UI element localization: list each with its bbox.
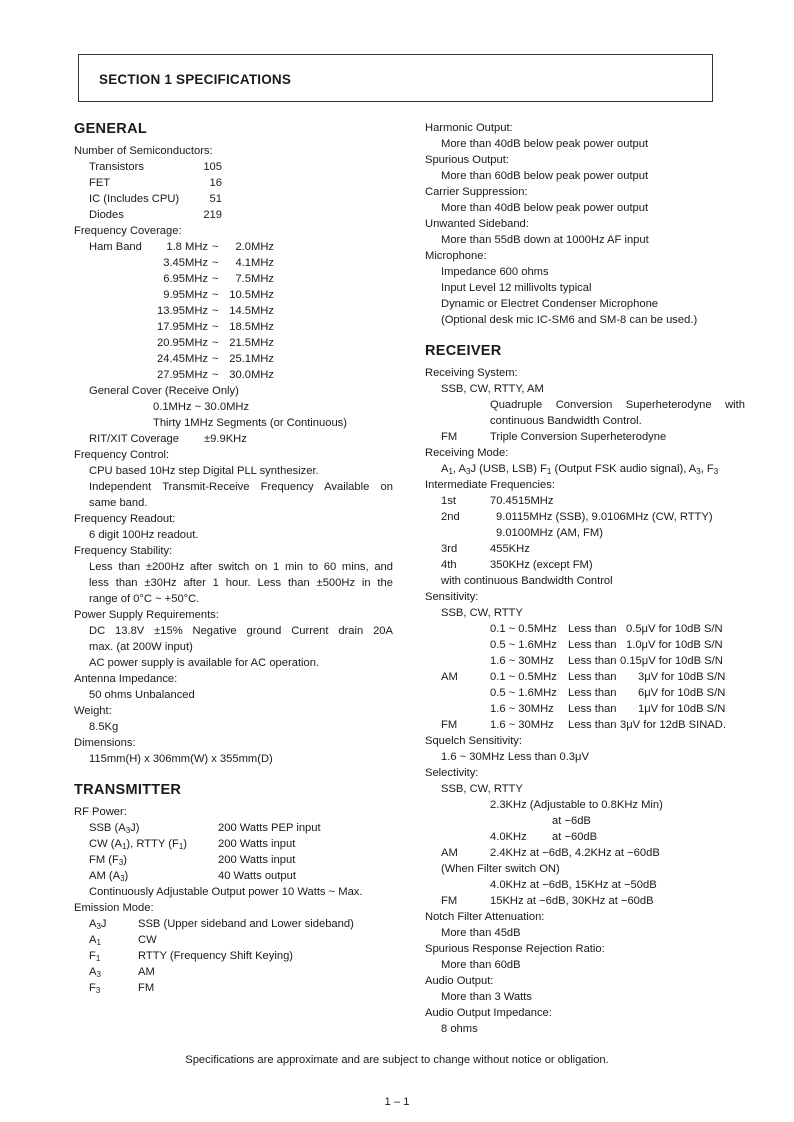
spur-rej-value: More than 60dB xyxy=(441,959,521,971)
mic-label: Microphone: xyxy=(425,250,487,262)
emission-desc: CW xyxy=(138,934,157,946)
sel-am-value: 2.4KHz at −6dB, 4.2KHz at −60dB xyxy=(490,847,660,859)
sens-less: Less than xyxy=(568,623,617,635)
readout-label: Frequency Readout: xyxy=(74,513,176,525)
semi-name-diodes: Diodes xyxy=(89,209,124,221)
ham-band-low: 17.95MHz xyxy=(157,321,208,333)
unwanted-value: More than 55dB down at 1000Hz AF input xyxy=(441,234,649,246)
sens-less: Less than xyxy=(568,671,617,683)
ham-band-tilde: ~ xyxy=(212,257,219,269)
ham-band-high: 25.1MHz xyxy=(229,353,274,365)
ham-band-low: 3.45MHz xyxy=(163,257,208,269)
emission-label: Emission Mode: xyxy=(74,902,154,914)
ham-band-low: 6.95MHz xyxy=(163,273,208,285)
sens-group-am: AM xyxy=(441,671,458,683)
rit-label: RIT/XIT Coverage xyxy=(89,433,179,445)
spur-rej-label: Spurious Response Rejection Ratio: xyxy=(425,943,605,955)
ham-band-low: 24.45MHz xyxy=(157,353,208,365)
emission-code: $F_1$ xyxy=(89,950,101,963)
sel-am-note: (When Filter switch ON) xyxy=(441,863,560,875)
section-title-box xyxy=(78,54,713,102)
rf-power-value: 200 Watts input xyxy=(218,854,296,866)
semi-count-transistors: 105 xyxy=(203,161,222,173)
sens-less: Less than xyxy=(568,687,617,699)
ham-band-tilde: ~ xyxy=(212,241,219,253)
freq-control-2a: Independent Transmit-Receive Frequency Available on xyxy=(89,481,393,493)
semi-name-fet: FET xyxy=(89,177,111,189)
power-1: DC 13.8V ±15% Negative ground Current drain 20A xyxy=(89,625,393,637)
ham-band-high: 14.5MHz xyxy=(229,305,274,317)
if-value: 70.4515MHz xyxy=(490,495,554,507)
emission-code: $F_3$ xyxy=(89,982,101,995)
sel-am-value2: 4.0KHz at −6dB, 15KHz at −50dB xyxy=(490,879,657,891)
sens-range: 0.1 ~ 0.5MHz xyxy=(490,623,557,635)
if-stage: 4th xyxy=(441,559,457,571)
rx-system-fm: FM xyxy=(441,431,458,443)
sens-group-fm: FM xyxy=(441,719,458,731)
if-label: Intermediate Frequencies: xyxy=(425,479,555,491)
sens-range: 0.1 ~ 0.5MHz xyxy=(490,671,557,683)
if-stage: 1st xyxy=(441,495,456,507)
sens-value: 0.15μV for 10dB S/N xyxy=(620,655,723,667)
general-cover-segments: Thirty 1MHz Segments (or Continuous) xyxy=(153,417,347,429)
sel-ssb-3a: 4.0KHz xyxy=(490,831,527,843)
audio-label: Audio Output: xyxy=(425,975,494,987)
rf-power-value: 200 Watts input xyxy=(218,838,296,850)
spurious-label: Spurious Output: xyxy=(425,154,509,166)
squelch-label: Squelch Sensitivity: xyxy=(425,735,523,747)
rx-system-desc-2: continuous Bandwidth Control. xyxy=(490,415,642,427)
stability-3: range of 0°C ~ +50°C. xyxy=(89,593,200,605)
freq-control-label: Frequency Control: xyxy=(74,449,170,461)
sens-less: Less than xyxy=(568,703,617,715)
emission-desc: FM xyxy=(138,982,155,994)
ham-band-high: 18.5MHz xyxy=(229,321,274,333)
section-title: SECTION 1 SPECIFICATIONS xyxy=(99,72,292,87)
sens-less: Less than xyxy=(568,719,617,731)
semi-name-ic: IC (Includes CPU) xyxy=(89,193,180,205)
if-value: 350KHz (except FM) xyxy=(490,559,593,571)
sel-ssb-3b: at −60dB xyxy=(552,831,598,843)
ham-band-tilde: ~ xyxy=(212,305,219,317)
rf-power-value: 200 Watts PEP input xyxy=(218,822,321,834)
freq-coverage-label: Frequency Coverage: xyxy=(74,225,182,237)
selectivity-label: Selectivity: xyxy=(425,767,479,779)
ham-band-tilde: ~ xyxy=(212,353,219,365)
power-2: max. (at 200W input) xyxy=(89,641,193,653)
sensitivity-label: Sensitivity: xyxy=(425,591,479,603)
sens-value: 3μV for 12dB SINAD. xyxy=(620,719,726,731)
sel-ssb-1: 2.3KHz (Adjustable to 0.8KHz Min) xyxy=(490,799,663,811)
mic-2: Input Level 12 millivolts typical xyxy=(441,282,592,294)
ham-band-tilde: ~ xyxy=(212,369,219,381)
semi-count-fet: 16 xyxy=(209,177,222,189)
if-note: with continuous Bandwidth Control xyxy=(441,575,613,587)
receiver-heading: RECEIVER xyxy=(425,343,502,359)
mic-1: Impedance 600 ohms xyxy=(441,266,549,278)
sens-range: 0.5 ~ 1.6MHz xyxy=(490,687,557,699)
mic-4: (Optional desk mic IC-SM6 and SM-8 can be used.) xyxy=(441,314,698,326)
if-stage: 2nd xyxy=(441,511,460,523)
sens-value: 0.5μV for 10dB S/N xyxy=(626,623,723,635)
ham-band-high: 4.1MHz xyxy=(235,257,274,269)
semi-name-transistors: Transistors xyxy=(89,161,144,173)
harmonic-label: Harmonic Output: xyxy=(425,122,513,134)
ham-band-tilde: ~ xyxy=(212,273,219,285)
rx-mode-label: Receiving Mode: xyxy=(425,447,509,459)
squelch-value: 1.6 ~ 30MHz Less than 0.3μV xyxy=(441,751,589,763)
ham-band-high: 7.5MHz xyxy=(235,273,274,285)
audio-imp-value: 8 ohms xyxy=(441,1023,478,1035)
footer-note: Specifications are approximate and are subject to change without notice or obligation. xyxy=(185,1054,609,1066)
general-cover-label: General Cover (Receive Only) xyxy=(89,385,239,397)
rx-system-fm-desc: Triple Conversion Superheterodyne xyxy=(490,431,667,443)
power-3: AC power supply is available for AC operation. xyxy=(89,657,320,669)
rf-power-mode: SSB $(A_3J)$ xyxy=(89,822,140,835)
ham-band-low: 13.95MHz xyxy=(157,305,208,317)
harmonic-value: More than 40dB below peak power output xyxy=(441,138,649,150)
rf-power-mode: CW $(A_1)$, RTTY $(F_1)$ xyxy=(89,838,187,851)
sens-range: 1.6 ~ 30MHz xyxy=(490,655,554,667)
general-cover-range: 0.1MHz ~ 30.0MHz xyxy=(153,401,250,413)
rx-system-modes: SSB, CW, RTTY, AM xyxy=(441,383,544,395)
sens-value: 6μV for 10dB S/N xyxy=(638,687,726,699)
dimensions-label: Dimensions: xyxy=(74,737,136,749)
if-stage: 3rd xyxy=(441,543,458,555)
if-value: 455KHz xyxy=(490,543,530,555)
semiconductors-label: Number of Semiconductors: xyxy=(74,145,213,157)
rf-power-value: 40 Watts output xyxy=(218,870,296,882)
rf-power-label: RF Power: xyxy=(74,806,127,818)
sel-fm-label: FM xyxy=(441,895,458,907)
stability-2: less than ±30Hz after 1 hour. Less than ±500Hz in the xyxy=(89,577,393,589)
mic-3: Dynamic or Electret Condenser Microphone xyxy=(441,298,659,310)
sel-group-ssb: SSB, CW, RTTY xyxy=(441,783,523,795)
if-value: 9.0100MHz (AM, FM) xyxy=(496,527,603,539)
stability-label: Frequency Stability: xyxy=(74,545,173,557)
ham-band-high: 10.5MHz xyxy=(229,289,274,301)
ham-band-low: 27.95MHz xyxy=(157,369,208,381)
readout-value: 6 digit 100Hz readout. xyxy=(89,529,199,541)
sens-range: 1.6 ~ 30MHz xyxy=(490,703,554,715)
notch-label: Notch Filter Attenuation: xyxy=(425,911,545,923)
freq-control-1: CPU based 10Hz step Digital PLL synthesizer. xyxy=(89,465,319,477)
rx-system-desc-1: Quadruple Conversion Superheterodyne with xyxy=(490,399,745,411)
sel-fm-value: 15KHz at −6dB, 30KHz at −60dB xyxy=(490,895,654,907)
ham-band-low: 9.95MHz xyxy=(163,289,208,301)
ham-band-tilde: ~ xyxy=(212,337,219,349)
sens-value: 1.0μV for 10dB S/N xyxy=(626,639,723,651)
transmitter-heading: TRANSMITTER xyxy=(74,782,182,798)
sens-group-ssb: SSB, CW, RTTY xyxy=(441,607,523,619)
emission-code: $A_3$ xyxy=(89,966,101,979)
sens-range: 1.6 ~ 30MHz xyxy=(490,719,554,731)
unwanted-label: Unwanted Sideband: xyxy=(425,218,529,230)
rx-mode-value: $A_1$, $A_3J$ (USB, LSB) $F_1$ (Output FSK audio signal), $A_3$, $F_3$ xyxy=(441,463,719,476)
ham-band-high: 30.0MHz xyxy=(229,369,274,381)
ham-band-low: 1.8 MHz xyxy=(166,241,208,253)
audio-value: More than 3 Watts xyxy=(441,991,532,1003)
rit-value: ±9.9KHz xyxy=(204,433,247,445)
sens-range: 0.5 ~ 1.6MHz xyxy=(490,639,557,651)
sens-value: 3μV for 10dB S/N xyxy=(638,671,726,683)
emission-code: $A_1$ xyxy=(89,934,101,947)
ham-band-high: 2.0MHz xyxy=(235,241,274,253)
emission-code: $A_3J$ xyxy=(89,918,107,931)
antenna-value: 50 ohms Unbalanced xyxy=(89,689,195,701)
freq-control-2b: same band. xyxy=(89,497,148,509)
ham-band-tilde: ~ xyxy=(212,289,219,301)
ham-band-label: Ham Band xyxy=(89,241,142,253)
page-number: 1 – 1 xyxy=(384,1096,410,1108)
rx-system-label: Receiving System: xyxy=(425,367,518,379)
semi-count-diodes: 219 xyxy=(203,209,222,221)
carrier-value: More than 40dB below peak power output xyxy=(441,202,649,214)
audio-imp-label: Audio Output Impedance: xyxy=(425,1007,552,1019)
rf-power-mode: AM $(A_3)$ xyxy=(89,870,129,883)
semi-count-ic: 51 xyxy=(209,193,222,205)
emission-desc: AM xyxy=(138,966,155,978)
carrier-label: Carrier Suppression: xyxy=(425,186,528,198)
sens-less: Less than xyxy=(568,639,617,651)
rf-power-mode: FM $(F_3)$ xyxy=(89,854,128,867)
if-value: 9.0115MHz (SSB), 9.0106MHz (CW, RTTY) xyxy=(496,511,713,523)
spurious-value: More than 60dB below peak power output xyxy=(441,170,649,182)
stability-1: Less than ±200Hz after switch on 1 min to 60 mins, and xyxy=(89,561,393,573)
emission-desc: RTTY (Frequency Shift Keying) xyxy=(138,950,294,962)
weight-value: 8.5Kg xyxy=(89,721,119,733)
sel-am-label: AM xyxy=(441,847,458,859)
ham-band-high: 21.5MHz xyxy=(229,337,274,349)
power-label: Power Supply Requirements: xyxy=(74,609,219,621)
general-heading: GENERAL xyxy=(74,121,147,137)
dimensions-value: 115mm(H) x 306mm(W) x 355mm(D) xyxy=(89,753,273,765)
sens-value: 1μV for 10dB S/N xyxy=(638,703,726,715)
ham-band-low: 20.95MHz xyxy=(157,337,208,349)
sens-less: Less than xyxy=(568,655,617,667)
sel-ssb-2: at −6dB xyxy=(552,815,591,827)
rf-power-note: Continuously Adjustable Output power 10 Watts ~ Max. xyxy=(89,886,363,898)
weight-label: Weight: xyxy=(74,705,112,717)
antenna-label: Antenna Impedance: xyxy=(74,673,178,685)
notch-value: More than 45dB xyxy=(441,927,521,939)
ham-band-tilde: ~ xyxy=(212,321,219,333)
emission-desc: SSB (Upper sideband and Lower sideband) xyxy=(138,918,354,930)
